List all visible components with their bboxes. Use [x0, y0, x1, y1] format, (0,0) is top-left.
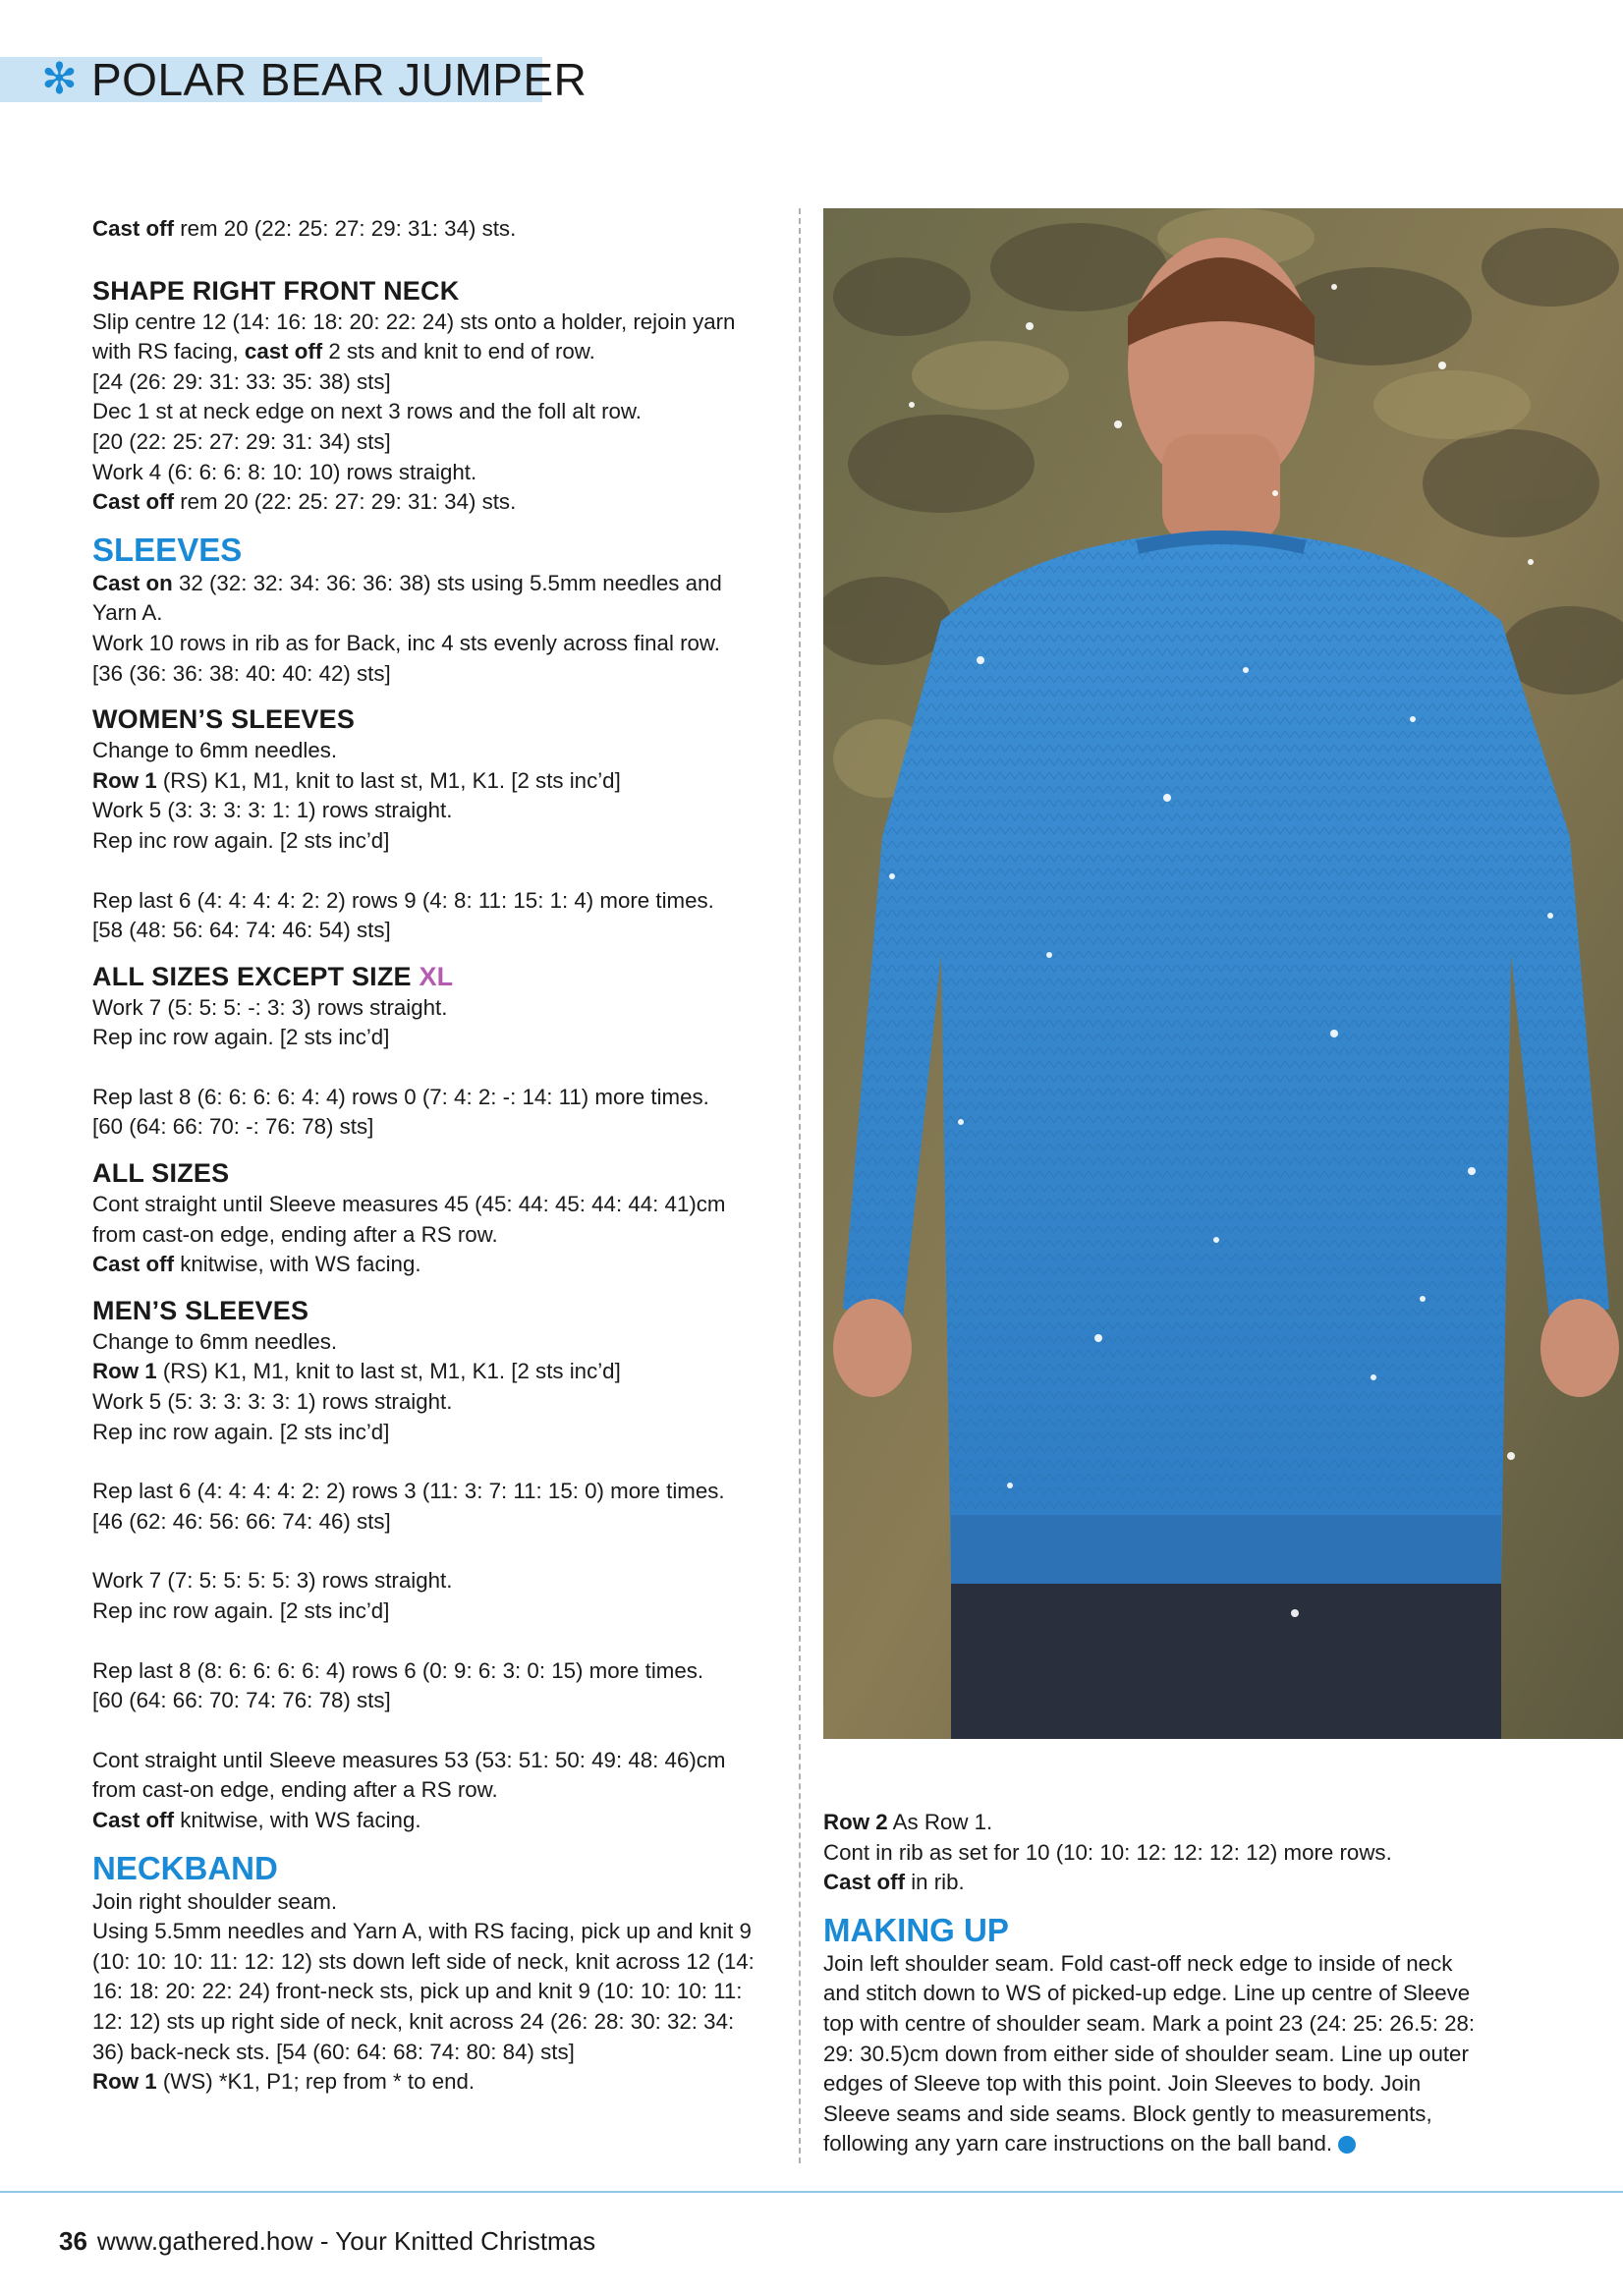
text-line: Row 1 (RS) K1, M1, knit to last st, M1, K1. [2 sts inc’d]	[92, 767, 621, 793]
text-line: Sleeve seams and side seams. Block gently to measurements,	[823, 2100, 1432, 2126]
section-heading: SHAPE RIGHT FRONT NECK	[92, 275, 460, 306]
column-divider	[799, 208, 801, 2163]
text-line: Rep last 6 (4: 4: 4: 4: 2: 2) rows 9 (4: 8: 11: 15: 1: 4) more times.	[92, 887, 714, 913]
yarn-ball-icon	[1338, 2136, 1356, 2154]
text-line: Rep last 8 (6: 6: 6: 6: 4: 4) rows 0 (7: 4: 2: -: 14: 11) more times.	[92, 1084, 709, 1109]
text-line: 36) back-neck sts. [54 (60: 64: 68: 74: 80: 84) sts]	[92, 2039, 575, 2064]
text-line: Work 7 (7: 5: 5: 5: 5: 3) rows straight.	[92, 1568, 453, 1594]
text-line: Cast off in rib.	[823, 1870, 965, 1895]
text-line: Row 1 (RS) K1, M1, knit to last st, M1, K1. [2 sts inc’d]	[92, 1359, 621, 1384]
man-in-blue-jumper-photo	[823, 208, 1623, 1739]
text-line: Rep inc row again. [2 sts inc’d]	[92, 1598, 390, 1623]
text-line: Rep inc row again. [2 sts inc’d]	[92, 827, 390, 853]
text-line: Rep last 8 (8: 6: 6: 6: 6: 4) rows 6 (0: 9: 6: 3: 0: 15) more times.	[92, 1657, 704, 1683]
paragraph: Cast off rem 20 (22: 25: 27: 29: 31: 34) sts.	[92, 216, 517, 241]
text-line: Join left shoulder seam. Fold cast-off neck edge to inside of neck	[823, 1950, 1453, 1976]
section-heading: ALL SIZES EXCEPT SIZE XL	[92, 961, 454, 991]
footer-divider	[0, 2191, 1623, 2193]
footer	[59, 2226, 595, 2256]
text-line: [60 (64: 66: 70: 74: 76: 78) sts]	[92, 1688, 391, 1713]
text-line: 12: 12) sts up right side of neck, knit across 24 (26: 28: 30: 32: 34:	[92, 2008, 735, 2034]
text-line: 16: 18: 20: 22: 24) front-neck sts, pick up and knit 9 (10: 10: 10: 11:	[92, 1979, 743, 2004]
text-line: Cast off knitwise, with WS facing.	[92, 1252, 421, 1277]
text-line: Row 2 As Row 1.	[823, 1810, 993, 1834]
section-heading: ALL SIZES	[92, 1158, 230, 1189]
text-line: Slip centre 12 (14: 16: 18: 20: 22: 24) sts onto a holder, rejoin yarn	[92, 308, 736, 334]
text-line: Rep inc row again. [2 sts inc’d]	[92, 1419, 390, 1444]
footer-text: www.gathered.how - Your Knitted Christmas	[96, 2226, 596, 2256]
text-line: [36 (36: 36: 38: 40: 40: 42) sts]	[92, 660, 391, 686]
section-heading-neckband: NECKBAND	[92, 1849, 278, 1886]
text-line: [60 (64: 66: 70: -: 76: 78) sts]	[92, 1114, 374, 1140]
text-line: and stitch down to WS of picked-up edge. Line up centre of Sleeve	[823, 1981, 1471, 2006]
text-line: Work 4 (6: 6: 6: 8: 10: 10) rows straight.	[92, 459, 477, 484]
page-number: 36	[59, 2226, 87, 2256]
text-line: Dec 1 st at neck edge on next 3 rows and the foll alt row.	[92, 399, 642, 424]
text-line: edges of Sleeve top with this point. Join Sleeves to body. Join	[823, 2071, 1422, 2097]
text-line: Work 5 (5: 3: 3: 3: 3: 1) rows straight.	[92, 1389, 453, 1415]
page-title: POLAR BEAR JUMPER	[91, 54, 588, 105]
section-heading-making-up: MAKING UP	[823, 1911, 1009, 1948]
text-line: Cast on 32 (32: 32: 34: 36: 36: 38) sts using 5.5mm needles and	[92, 570, 722, 595]
text-line: Join right shoulder seam.	[92, 1888, 338, 1914]
text-line: Work 10 rows in rib as for Back, inc 4 sts evenly across final row.	[92, 630, 720, 655]
text-line: Rep inc row again. [2 sts inc’d]	[92, 1025, 390, 1050]
text-line: Row 1 (WS) *K1, P1; rep from * to end.	[92, 2069, 476, 2095]
text-line: following any yarn care instructions on the ball band.	[823, 2129, 1531, 2159]
asterisk-flower-icon: ✻	[41, 55, 78, 103]
text-line: Cast off rem 20 (22: 25: 27: 29: 31: 34) sts.	[92, 489, 517, 515]
right-column	[823, 1808, 1531, 2159]
section-heading: WOMEN’S SLEEVES	[92, 704, 356, 735]
text-line: Cont straight until Sleeve measures 45 (45: 44: 45: 44: 44: 41)cm	[92, 1192, 726, 1217]
text-line: Rep last 6 (4: 4: 4: 4: 2: 2) rows 3 (11: 3: 7: 11: 15: 0) more times.	[92, 1479, 725, 1504]
text-line: Change to 6mm needles.	[92, 1328, 338, 1354]
text-line: Using 5.5mm needles and Yarn A, with RS facing, pick up and knit 9	[92, 1919, 752, 1944]
text-line: (10: 10: 10: 11: 12: 12) sts down left side of neck, knit across 12 (14:	[92, 1948, 755, 1974]
text-line: [58 (48: 56: 64: 74: 46: 54) sts]	[92, 918, 391, 943]
text-line: [46 (62: 46: 56: 66: 74: 46) sts]	[92, 1508, 391, 1534]
text-line: with RS facing, cast off 2 sts and knit to end of row.	[92, 339, 595, 364]
text-line: 29: 30.5)cm down from either side of shoulder seam. Line up outer	[823, 2041, 1469, 2066]
text-line: Cont straight until Sleeve measures 53 (53: 51: 50: 49: 48: 46)cm	[92, 1747, 726, 1772]
text-line: Yarn A.	[92, 600, 163, 626]
text-line: from cast-on edge, ending after a RS row.	[92, 1777, 498, 1803]
text-line: Work 7 (5: 5: 5: -: 3: 3) rows straight.	[92, 994, 448, 1020]
text-line: Change to 6mm needles.	[92, 738, 338, 763]
text-line: from cast-on edge, ending after a RS row.	[92, 1221, 498, 1247]
text-line: top with centre of shoulder seam. Mark a point 23 (24: 25: 26.5: 28:	[823, 2010, 1476, 2036]
text-line: Cast off knitwise, with WS facing.	[92, 1807, 421, 1832]
section-heading: MEN’S SLEEVES	[92, 1295, 309, 1325]
text-line: Work 5 (3: 3: 3: 3: 1: 1) rows straight.	[92, 798, 453, 823]
text-line: Cont in rib as set for 10 (10: 10: 12: 12: 12: 12) more rows.	[823, 1839, 1392, 1865]
text-line: [24 (26: 29: 31: 33: 35: 38) sts]	[92, 368, 391, 394]
section-heading-sleeves: SLEEVES	[92, 531, 243, 568]
text-line: [20 (22: 25: 27: 29: 31: 34) sts]	[92, 428, 391, 454]
left-column	[92, 214, 780, 2098]
